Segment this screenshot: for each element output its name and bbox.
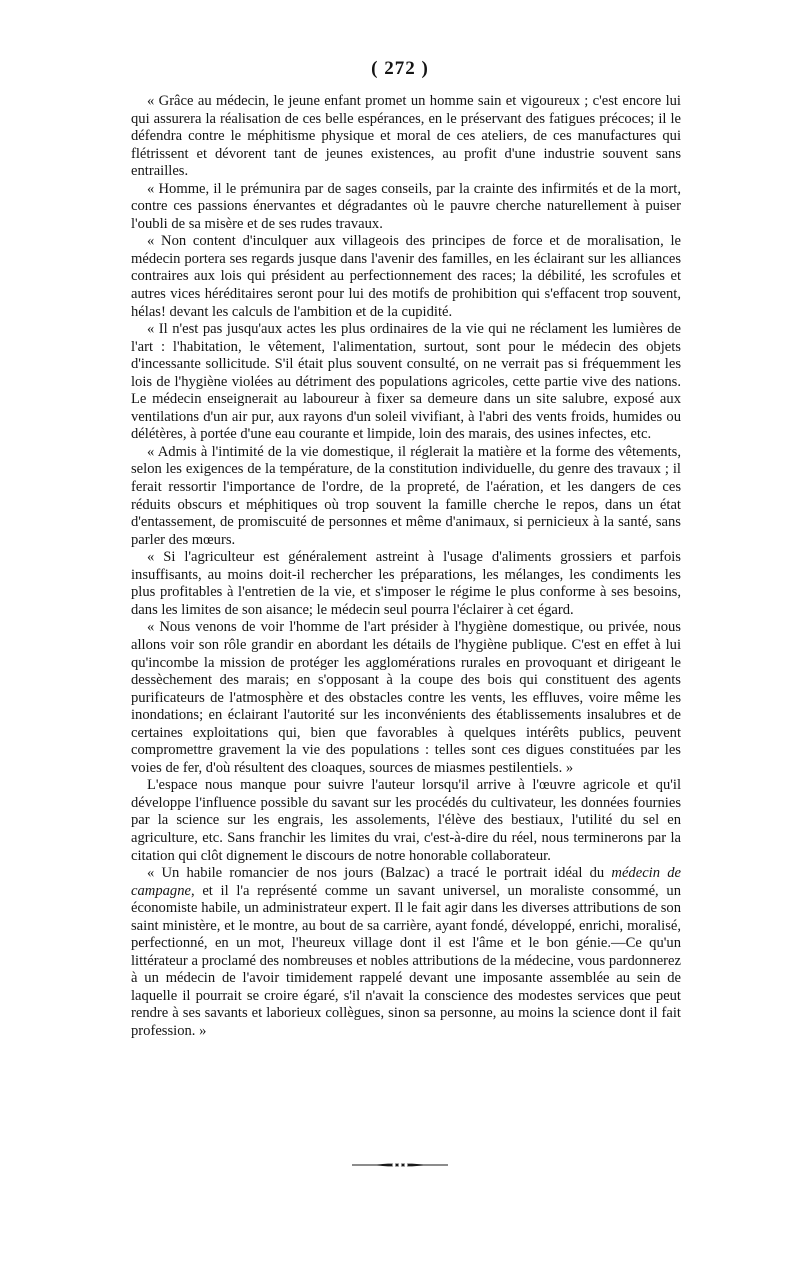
paragraph-agriculture: L'espace nous manque pour suivre l'auteur lorsqu'il arrive à l'œuvre agricole et qu'il développe l'influence possible du savant sur les procédés du cultivateur, les données fournies par la science sur les engrais, les assolements, l'élève des bestiaux, l'utilité du sel en agriculture, etc. Sans franchir les limites du vrai, c'est-à-dire du réel, nous terminerons par la citation qui clôt dignement le discours de notre honorable collaborateur. <box>131 777 681 864</box>
paragraph-childhood: « Grâce au médecin, le jeune enfant promet un homme sain et vigoureux ; c'est encore lui qui assurera la réalisation de ces belle espérances, en le préservant des fatigues précoces; il le défendra contre le méphitisme physique et moral de ces ateliers, de ces manufactures qui flétrissent et dévorent tant de jeunes existences, au profit d'une industrie souvent sans entrailles. <box>131 93 681 180</box>
paragraph-diet: « Si l'agriculteur est généralement astreint à l'usage d'aliments grossiers et parfois insuffisants, au moins doit-il rechercher les préparations, les mélanges, les condiments les plus profitables à l'entretien de la vie, et s'imposer le régime le plus conforme à ses besoins, dans les limites de son aisance; le médecin seul pourra l'éclairer à cet égard. <box>131 549 681 618</box>
paragraph-ordinary-life: « Il n'est pas jusqu'aux actes les plus ordinaires de la vie qui ne réclament les lumières de l'art : l'habitation, le vêtement, l'alimentation, surtout, sont pour le médecin des objets d'incessante sollicitude. S'il était plus souvent consulté, on ne verrait pas si fréquemment les lois de l'hygiène violées au détriment des populations agricoles, cette partie vive des nations. Le médecin enseignerait au laboureur à fixer sa demeure dans un site salubre, exposé aux ventilations d'un air pur, aux rayons d'un soleil vivifiant, à l'abri des vents froids, humides ou délétères, à portée d'une eau courante et limpide, loin des marais, des usines infectes, etc. <box>131 321 681 443</box>
conclusion-text-end: , et il l'a représenté comme un savant universel, un moraliste consommé, un économiste habile, un administrateur expert. Il le fait agir dans les diverses attributions de son saint ministère, et le montre, au bout de sa carrière, ayant fondé, développé, enrichi, moralisé, perfectionné, en un mot, l'heureux village dont il est l'âme et le bon génie.—Ce qu'un littérateur a proclamé des nombreuses et nobles attributions de la médecine, vous pardonnerez à un médecin de l'avoir timidement rappelé devant une imposante assemblée au sein de laquelle il pourrait se croire égaré, s'il n'avait la conscience des modestes services que peut rendre à ses savants et laborieux collègues, sinon sa personne, au moins la science dont il fait profession. » <box>131 882 681 1039</box>
page-number: ( 272 ) <box>371 58 429 79</box>
book-title: médecin de campagne <box>131 865 681 899</box>
body-text <box>131 93 681 1041</box>
paragraph-public-hygiene: « Nous venons de voir l'homme de l'art présider à l'hygiène domestique, ou privée, nous allons voir son rôle grandir en abordant les détails de l'hygiène publique. C'est en effet à lui qu'incombe la mission de protéger les agglomérations rurales en provoquant et dirigeant le dessèchement des marais; en s'opposant à la coupe des bois qui constituent des agents purificateurs de l'atmosphère et des obstacles contre les vents, les effluves, voire même les inondations; en éclairant l'autorité sur les inconvénients des établissements insalubres et de certaines exploitations qui, bien que favorables à quelques intérêts publics, peuvent compromettre gravement la vie des populations : telles sont ces digues constituées par les voies de fer, d'où résultent des cloaques, sources de miasmes pestilentiels. » <box>131 619 681 776</box>
paragraph-domestic-life: « Admis à l'intimité de la vie domestique, il réglerait la matière et la forme des vêtements, selon les exigences de la température, de la constitution individuelle, du genre des travaux ; il ferait ressortir l'importance de l'ordre, de la propreté, de l'aération, et les dangers de ces réduits obscurs et méphitiques où trop souvent la famille cherche le repos, dans un état d'entassement, de promiscuité de personnes et même d'animaux, si pernicieux à la santé, sans parler des mœurs. <box>131 443 681 548</box>
end-ornament <box>350 1162 450 1168</box>
paragraph-adulthood: « Homme, il le prémunira par de sages conseils, par la crainte des infirmités et de la mort, contre ces passions énervantes et dégradantes où le pauvre cherche naturellement à puiser l'oubli de sa misère et de ses rudes travaux. <box>131 180 681 232</box>
paragraph-families: « Non content d'inculquer aux villageois des principes de force et de moralisation, le médecin portera ses regards jusque dans l'avenir des familles, en les éclairant sur les alliances contraires aux lois qui président au perfectionnement des races; la débilité, les scrofules et autres vices héréditaires seront pour lui des motifs de prohibition qui s'effacent trop souvent, hélas! devant les calculs de l'ambition et de la cupidité. <box>131 233 681 320</box>
paragraph-conclusion <box>131 865 681 1040</box>
conclusion-text-start: « Un habile romancier de nos jours (Balzac) a tracé le portrait idéal du <box>147 865 612 882</box>
